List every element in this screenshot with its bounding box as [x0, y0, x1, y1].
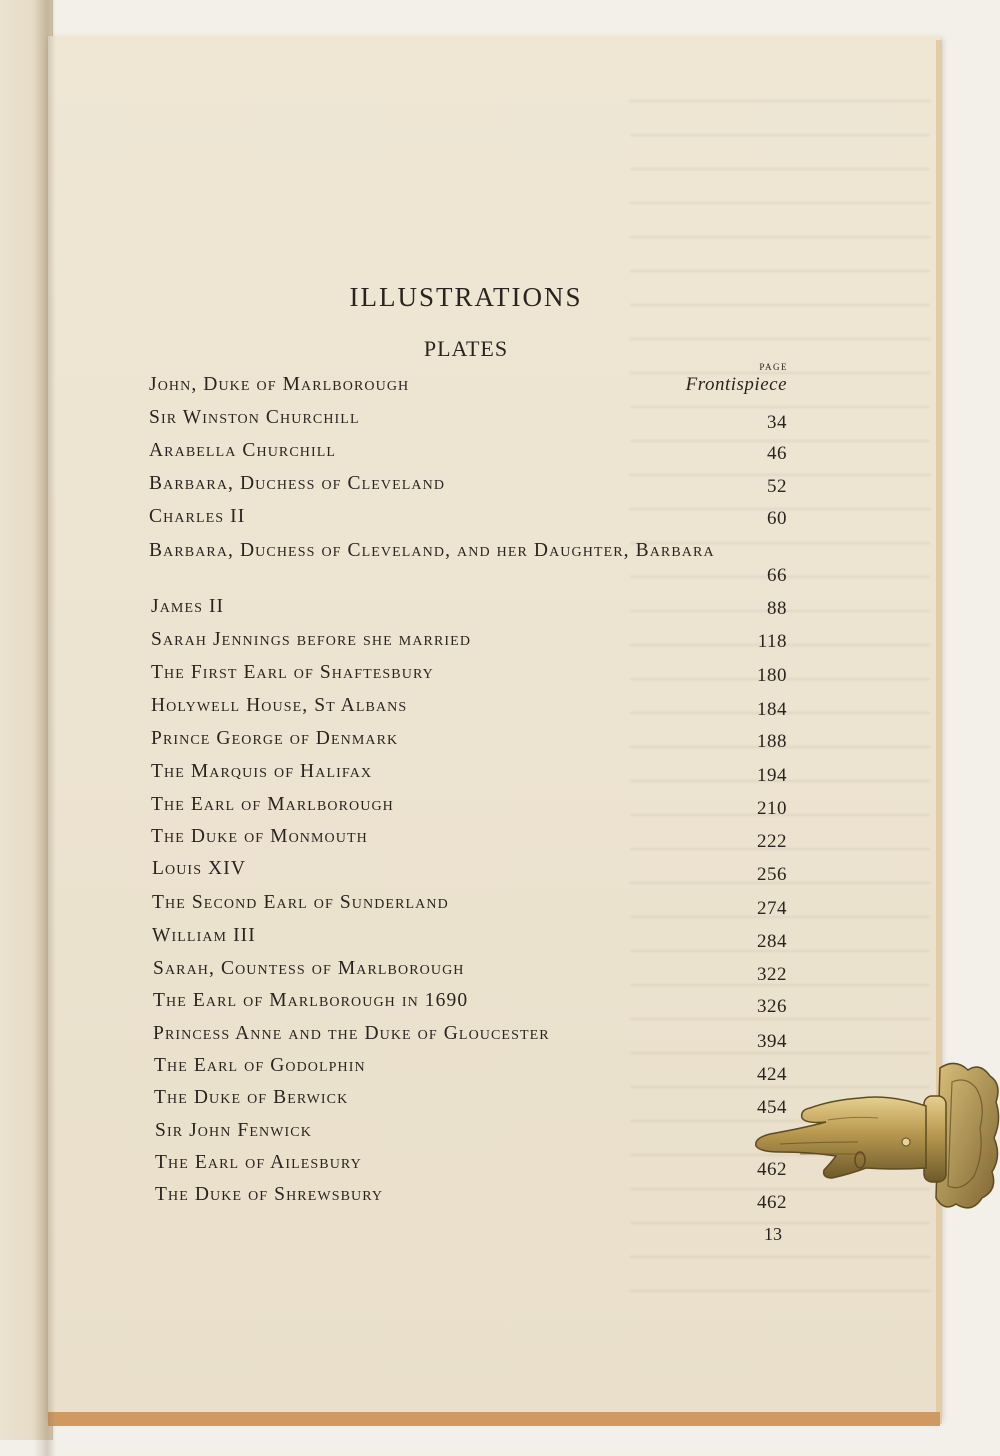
plate-title: Holywell House, St Albans	[151, 695, 408, 716]
plate-title: James II	[151, 596, 225, 617]
page-heading: ILLUSTRATIONS	[349, 282, 583, 312]
plate-title: Sarah, Countess of Marlborough	[153, 958, 465, 979]
plate-title: Prince George of Denmark	[151, 728, 399, 749]
plate-page: 188	[757, 731, 787, 752]
plate-title: Charles II	[149, 506, 246, 527]
brass-hand-clip-icon	[740, 1058, 1000, 1218]
plate-page: 326	[757, 996, 787, 1017]
plate-page: 222	[757, 831, 787, 852]
plate-title: Sarah Jennings before she married	[151, 629, 472, 650]
plate-page: Frontispiece	[685, 374, 787, 395]
plate-title-multiline	[149, 540, 729, 562]
plate-title: The Duke of Monmouth	[151, 826, 368, 847]
page-column-label: PAGE	[759, 362, 788, 372]
plate-title: Barbara, Duchess of Cleveland	[149, 473, 446, 494]
plate-title: The Duke of Berwick	[154, 1087, 349, 1108]
plate-title: Louis XIV	[152, 858, 247, 879]
plate-page: 454	[757, 1097, 787, 1118]
plate-title: Arabella Churchill	[149, 440, 337, 461]
plate-title: John, Duke of Marlborough	[149, 374, 410, 395]
plate-page: 88	[767, 598, 787, 619]
plate-page: 424	[757, 1064, 787, 1085]
plate-page: 52	[767, 476, 787, 497]
plate-title: William III	[152, 925, 256, 946]
plate-title: Princess Anne and the Duke of Gloucester	[153, 1023, 550, 1044]
plate-title: Sir John Fenwick	[155, 1120, 312, 1141]
plate-page: 462	[757, 1159, 787, 1180]
plate-page: 256	[757, 864, 787, 885]
plate-page: 66	[767, 565, 787, 586]
plate-title: The Earl of Godolphin	[154, 1055, 366, 1076]
plate-page: 394	[757, 1031, 787, 1052]
plate-page: 184	[757, 699, 787, 720]
plate-page: 46	[767, 443, 787, 464]
plate-title: The Earl of Marlborough	[151, 794, 394, 815]
plate-title: The Earl of Marlborough in 1690	[153, 990, 469, 1011]
plate-title: The First Earl of Shaftesbury	[151, 662, 434, 683]
plate-page: 34	[767, 412, 787, 433]
plate-page: 60	[767, 508, 787, 529]
page-bottom-edge	[48, 1412, 940, 1426]
plate-title: The Duke of Shrewsbury	[155, 1184, 384, 1205]
plate-title: The Earl of Ailesbury	[155, 1152, 362, 1173]
plate-page: 462	[757, 1192, 787, 1213]
plate-title: Sir Winston Churchill	[149, 407, 360, 428]
plate-page: 284	[757, 931, 787, 952]
plate-page: 322	[757, 964, 787, 985]
plate-page: 118	[757, 631, 787, 652]
page-folio-number: 13	[764, 1224, 782, 1244]
book-gutter	[34, 0, 56, 1456]
plate-title: The Second Earl of Sunderland	[152, 892, 449, 913]
plate-page: 194	[757, 765, 787, 786]
plate-page: 210	[757, 798, 787, 819]
section-heading: PLATES	[423, 336, 509, 361]
plate-title: The Marquis of Halifax	[151, 761, 373, 782]
plate-page: 274	[757, 898, 787, 919]
plate-title: Barbara, Duchess of Cleveland, and her Daughter, Barbara	[149, 540, 715, 561]
plate-page: 180	[757, 665, 787, 686]
